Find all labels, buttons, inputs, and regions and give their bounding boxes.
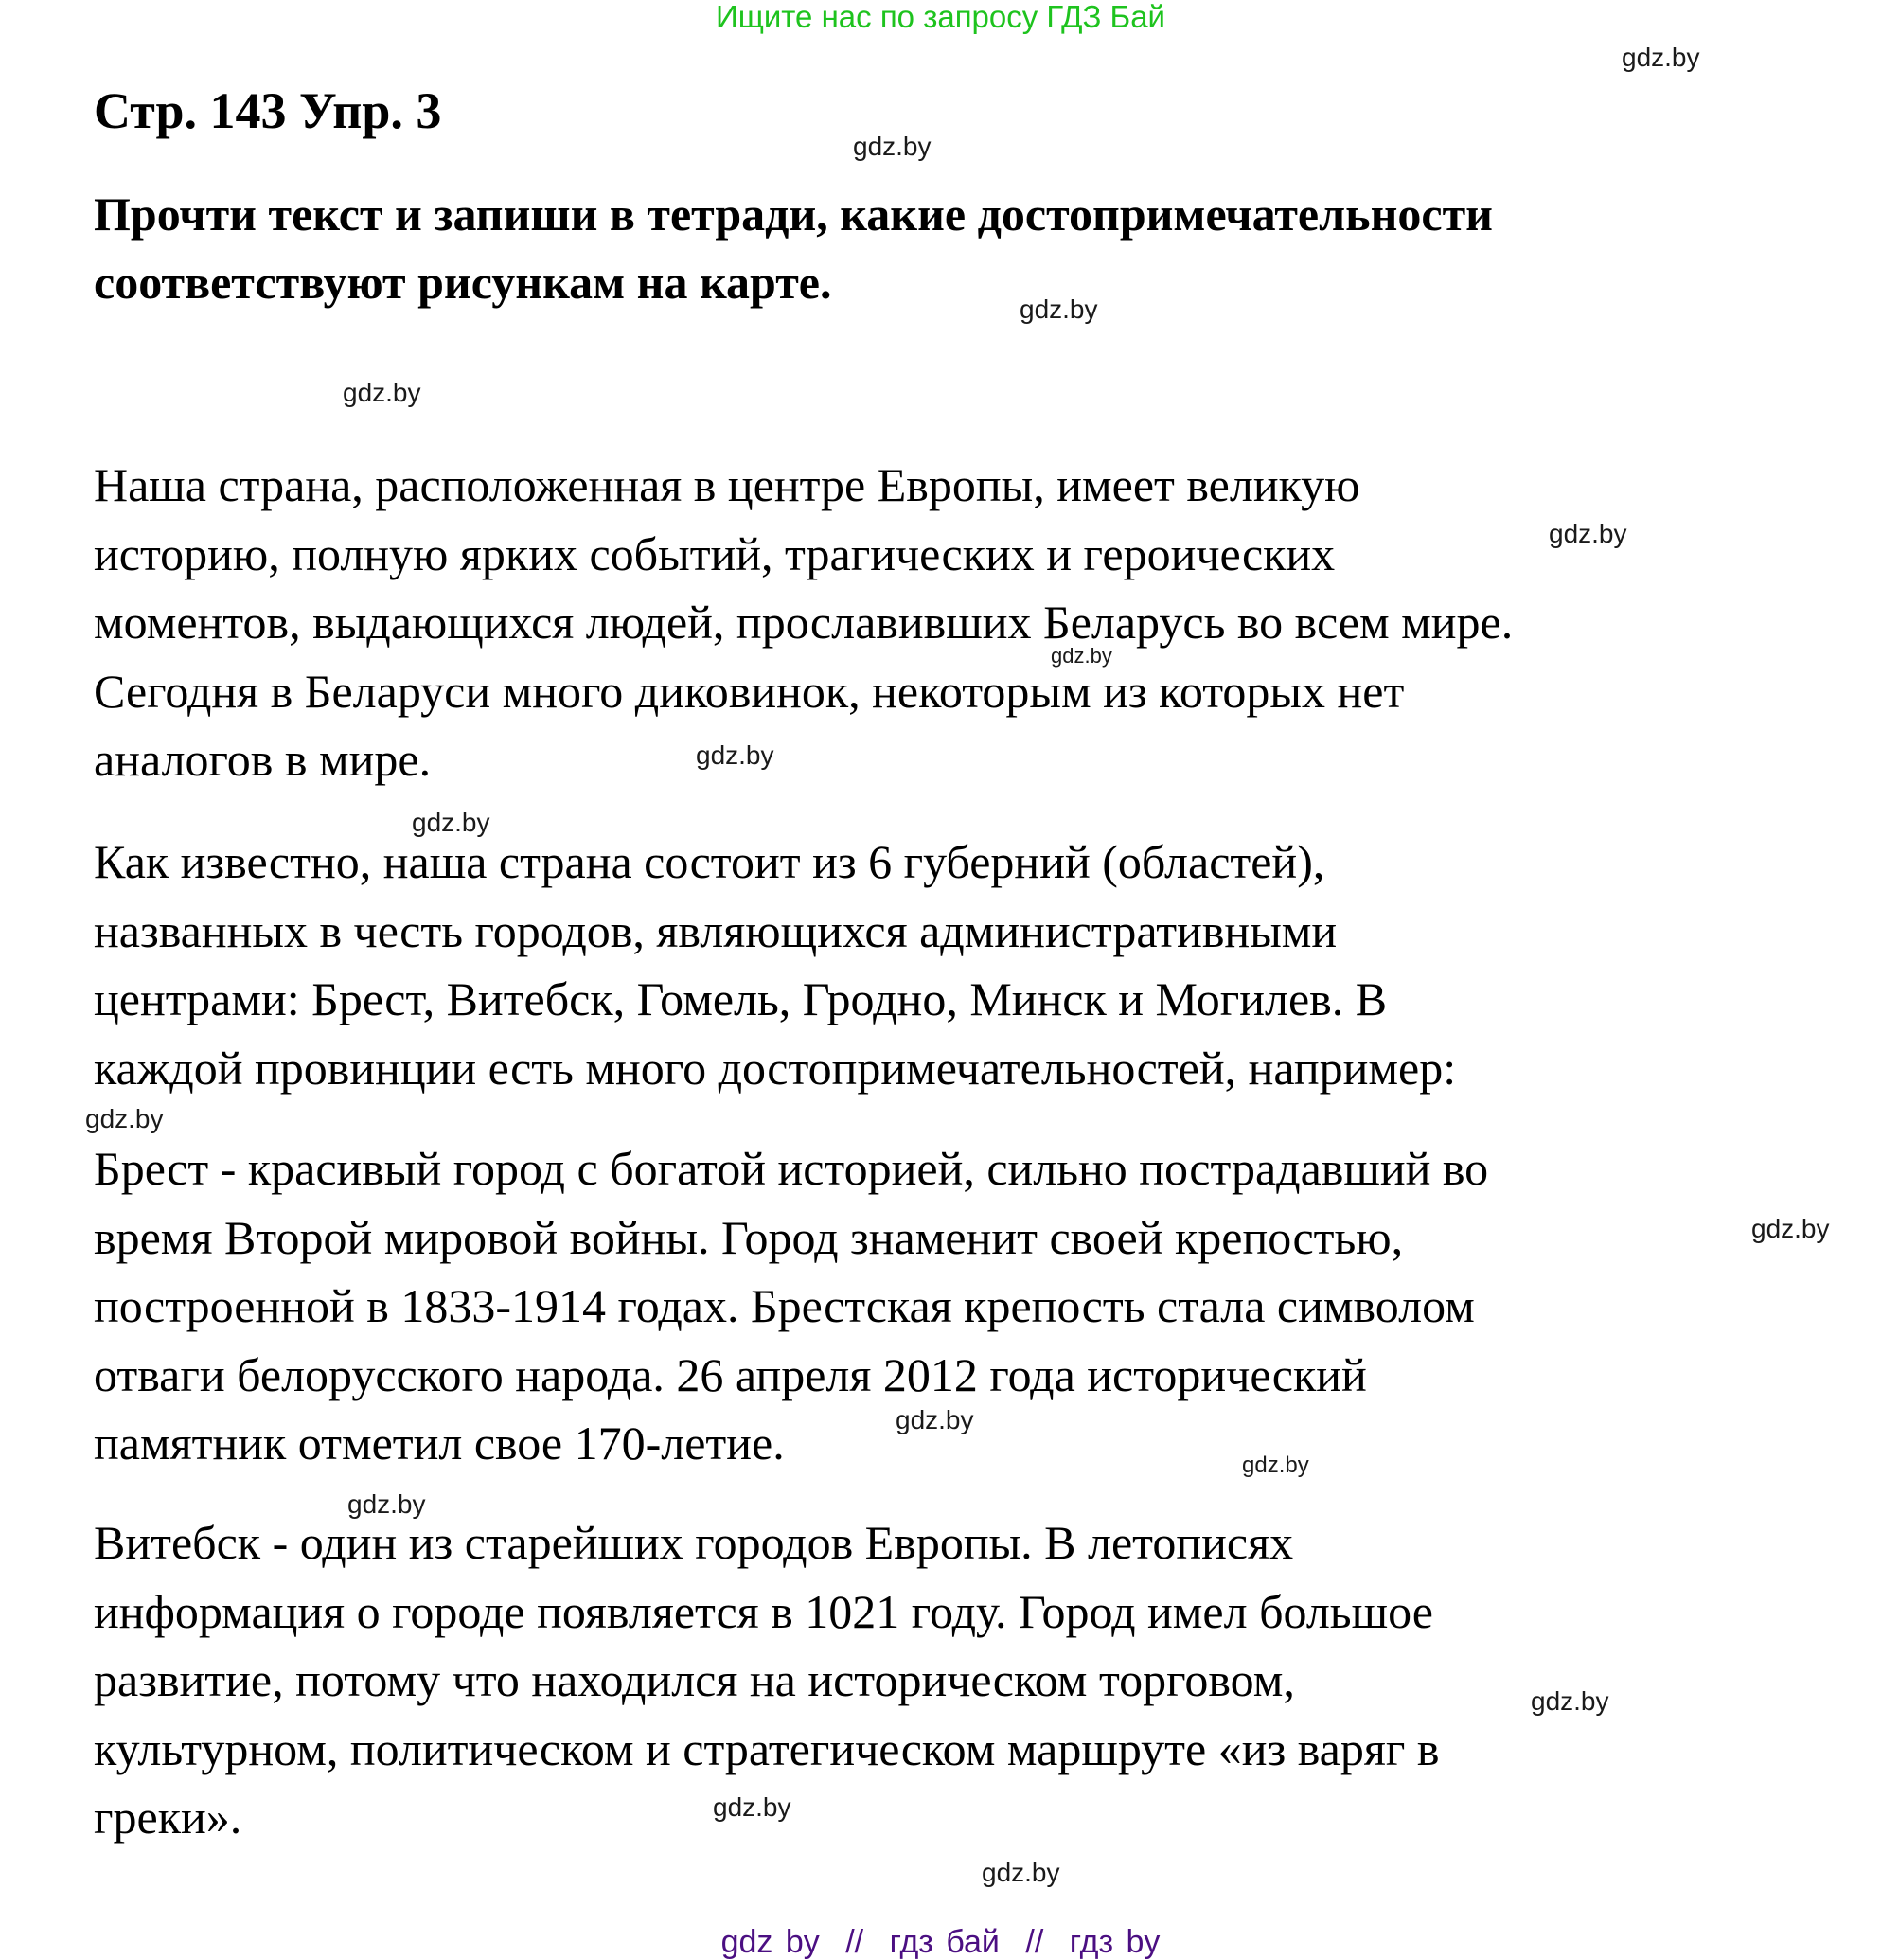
text-line: информация о городе появляется в 1021 году. Город имел большое <box>94 1584 1433 1638</box>
text-line: построенной в 1833-1914 годах. Брестская крепость стала символом <box>94 1279 1475 1332</box>
task-line: Прочти текст и запиши в тетради, какие достопримечательности <box>94 187 1493 241</box>
text-line: культурном, политическом и стратегическом маршруте «из варяг в <box>94 1721 1440 1775</box>
bottom-banner-separator: // <box>845 1924 864 1960</box>
bottom-banner <box>0 1925 1881 1959</box>
watermark: gdz.by <box>85 1104 164 1133</box>
watermark: gdz.by <box>982 1858 1060 1887</box>
text-line: центрами: Брест, Витебск, Гомель, Гродно, Минск и Могилев. В <box>94 972 1388 1025</box>
text-line: Витебск - один из старейших городов Европы. В летописях <box>94 1516 1294 1569</box>
watermark: gdz.by <box>412 808 490 837</box>
task-instruction <box>94 180 1798 316</box>
watermark: gdz.by <box>1622 43 1700 72</box>
text-line: историю, полную ярких событий, трагических и героических <box>94 526 1336 580</box>
watermark: gdz.by <box>1751 1214 1830 1243</box>
watermark: gdz.by <box>1549 519 1627 548</box>
bottom-banner-part: гдз by <box>1069 1924 1161 1960</box>
page-title: Стр. 143 Упр. 3 <box>94 82 442 139</box>
watermark: gdz.by <box>713 1792 791 1822</box>
watermark: gdz.by <box>853 132 932 161</box>
text-line: Брест - красивый город с богатой историей, сильно пострадавший во <box>94 1142 1489 1195</box>
text-line: греки». <box>94 1791 242 1844</box>
text-line: развитие, потому что находился на историческом торговом, <box>94 1653 1295 1706</box>
text-line: аналогов в мире. <box>94 733 432 786</box>
text-line: Как известно, наша страна состоит из 6 губерний (областей), <box>94 835 1325 888</box>
watermark: gdz.by <box>1020 294 1098 324</box>
bottom-banner-separator: // <box>1025 1924 1044 1960</box>
paragraph-intro <box>94 451 1817 794</box>
bottom-banner-part: gdz by <box>720 1924 820 1960</box>
text-line: отваги белорусского народа. 26 апреля 2012 года исторический <box>94 1347 1367 1401</box>
paragraph-vitebsk <box>94 1508 1817 1852</box>
paragraph-regions <box>94 828 1817 1102</box>
text-line: моментов, выдающихся людей, прославивших Беларусь во всем мире. <box>94 596 1514 649</box>
watermark: gdz.by <box>896 1405 974 1434</box>
task-line: соответствуют рисункам на карте. <box>94 256 832 309</box>
text-line: Сегодня в Беларуси много диковинок, некоторым из которых нет <box>94 664 1405 718</box>
watermark: gdz.by <box>347 1489 426 1519</box>
top-banner: Ищите нас по запросу ГДЗ Бай <box>716 0 1165 34</box>
watermark: gdz.by <box>696 740 774 770</box>
watermark: gdz.by <box>1531 1686 1609 1716</box>
watermark: gdz.by <box>1051 644 1112 668</box>
text-line: названных в честь городов, являющихся административными <box>94 903 1338 957</box>
text-line: каждой провинции есть много достопримечательностей, например: <box>94 1041 1457 1095</box>
bottom-banner-part: гдз бай <box>889 1924 1000 1960</box>
text-line: памятник отметил свое 170-летие. <box>94 1417 785 1470</box>
text-line: время Второй мировой войны. Город знаменит своей крепостью, <box>94 1210 1404 1264</box>
watermark: gdz.by <box>1242 1452 1309 1478</box>
text-line: Наша страна, расположенная в центре Европы, имеет великую <box>94 458 1360 511</box>
watermark: gdz.by <box>343 378 421 407</box>
